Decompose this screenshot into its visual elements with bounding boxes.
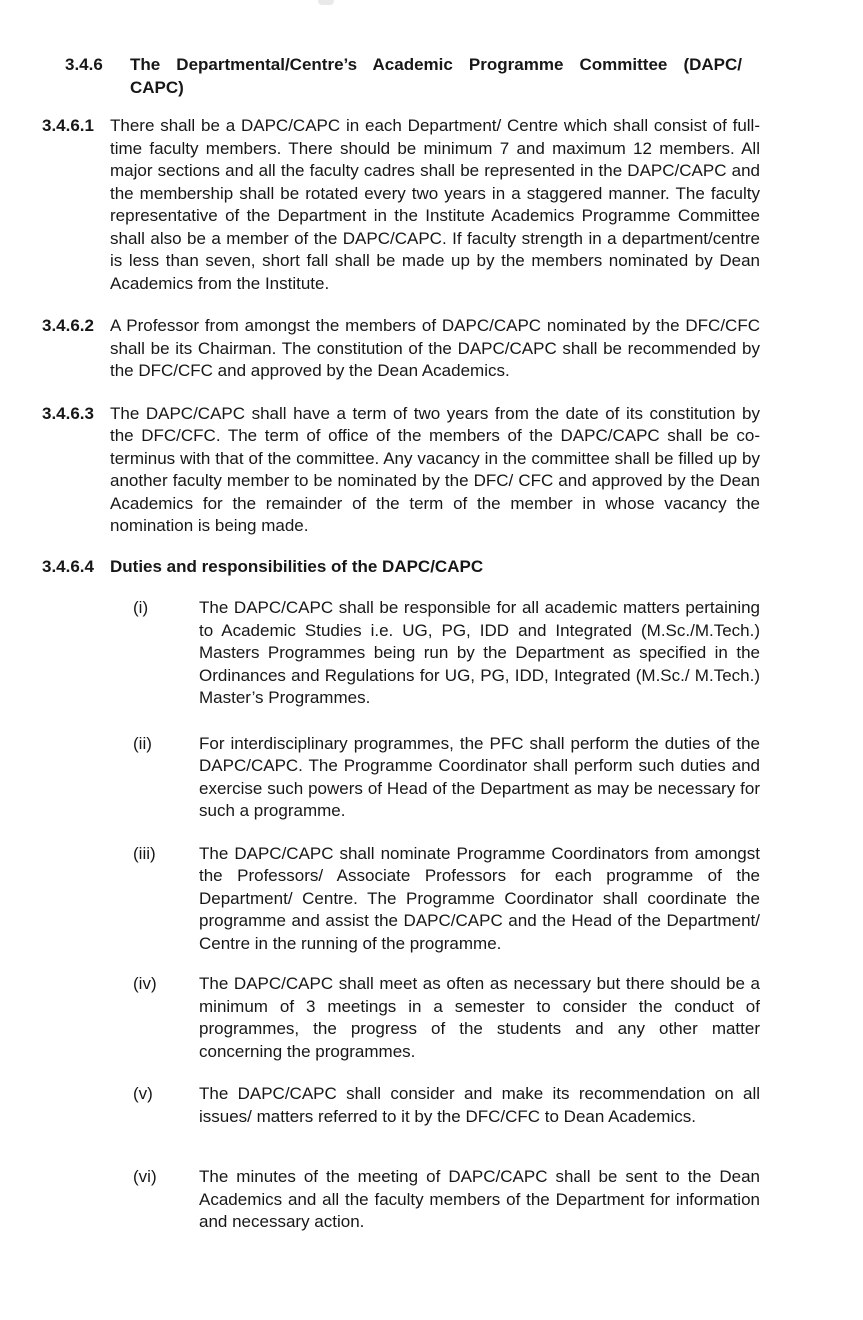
- duties-heading-text: Duties and responsibilities of the DAPC/CAPC: [110, 556, 484, 576]
- clause-3-4-6-2: [42, 315, 863, 383]
- item-text: The DAPC/CAPC shall consider and make its recommendation on all issues/ matters referred to it by the DFC/CFC to Dean Academics.: [199, 1084, 760, 1126]
- item-text: For interdisciplinary programmes, the PFC shall perform the duties of the DAPC/CAPC. The Programme Coordinator shall perform such duties and exercise such powers of Head of the Department as may be necessary for such a programme.: [199, 733, 760, 820]
- clause-3-4-6-1: [42, 115, 863, 295]
- section-number: 3.4.6: [65, 55, 103, 74]
- item-label: (v): [133, 1084, 153, 1103]
- item-text: The DAPC/CAPC shall nominate Programme Coordinators from amongst the Professors/ Associate Professors for each programme of the Department/ Centre. The Programme Coordinator shall coordinate the programme and assist the DAPC/CAPC and the Head of the Department/ Centre in the running of the programme.: [199, 843, 760, 953]
- duty-item-i: [133, 597, 863, 710]
- clause-text: A Professor from amongst the members of DAPC/CAPC nominated by the DFC/CFC shall be its Chairman. The constitution of the DAPC/CAPC shall be recommended by the DFC/CFC and approved by the Dean Academics.: [110, 316, 760, 380]
- item-text: The DAPC/CAPC shall meet as often as necessary but there should be a minimum of 3 meetings in a semester to consider the conduct of programmes, the progress of the students and any other matter concerning the programmes.: [199, 974, 760, 1061]
- clause-number: 3.4.6.4: [42, 556, 94, 576]
- item-label: (iii): [133, 843, 156, 863]
- item-label: (i): [133, 598, 149, 617]
- clause-3-4-6-4-heading: [42, 556, 863, 579]
- duty-item-vi: [133, 1166, 863, 1234]
- clause-text: The DAPC/CAPC shall have a term of two years from the date of its constitution by the DFC/CFC. The term of office of the members of the DAPC/CAPC shall be co-terminus with that of the committee. Any vacancy in the committee shall be filled up by another faculty member to be nominated by the DFC/ CFC and approved by the Dean Academics for the remainder of the term of the member in whose vacancy the nomination is being made.: [110, 403, 760, 535]
- duty-item-iii: [133, 843, 863, 956]
- item-text: The DAPC/CAPC shall be responsible for all academic matters pertaining to Academic Studies i.e. UG, PG, IDD and Integrated (M.Sc./M.Tech.) Masters Programmes being run by the Department as specified in the Ordinances and Regulations for UG, PG, IDD, Integrated (M.Sc./ M.Tech.) Master’s Programmes.: [199, 598, 760, 707]
- clause-number: 3.4.6.2: [42, 316, 94, 335]
- duty-item-v: [133, 1083, 863, 1128]
- clause-number: 3.4.6.1: [42, 116, 94, 135]
- duty-item-ii: [133, 733, 863, 823]
- clause-text: There shall be a DAPC/CAPC in each Department/ Centre which shall consist of full-time faculty members. There should be minimum 7 and maximum 12 members. All major sections and all the faculty cadres shall be represented in the DAPC/CAPC and the membership shall be rotated every two years in a staggered manner. The faculty representative of the Department in the Institute Academics Programme Committee shall also be a member of the DAPC/CAPC. If faculty strength in a department/centre is less than seven, short fall shall be made up by the members nominated by Dean Academics from the Institute.: [110, 116, 760, 293]
- item-label: (vi): [133, 1167, 157, 1186]
- clause-number: 3.4.6.3: [42, 403, 94, 423]
- section-title: The Departmental/Centre’s Academic Programme Committee (DAPC/ CAPC): [130, 55, 742, 97]
- section-heading: [65, 54, 863, 99]
- item-text: The minutes of the meeting of DAPC/CAPC shall be sent to the Dean Academics and all the faculty members of the Department for information and necessary action.: [199, 1167, 760, 1231]
- item-label: (iv): [133, 974, 157, 993]
- page-edge-artifact: [318, 0, 334, 5]
- duty-item-iv: [133, 973, 863, 1063]
- item-label: (ii): [133, 733, 152, 753]
- clause-3-4-6-3: [42, 403, 863, 538]
